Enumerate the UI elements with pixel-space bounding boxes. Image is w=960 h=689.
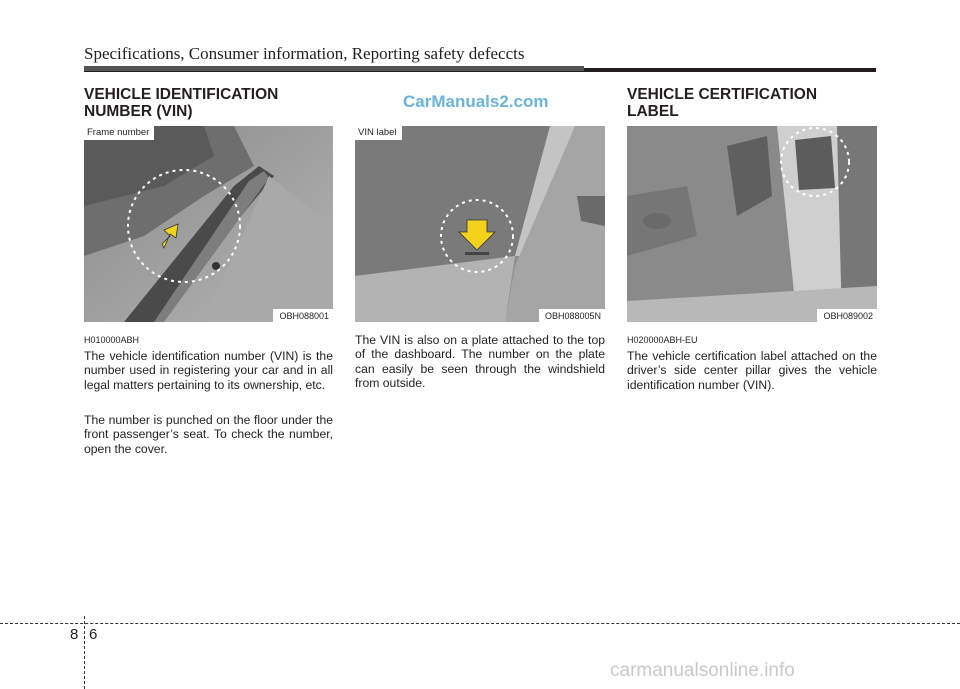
photo-certification-label xyxy=(627,126,877,322)
photo-label-frame-number: Frame number xyxy=(84,126,154,140)
section-title-vin-line1: VEHICLE IDENTIFICATION xyxy=(84,86,279,103)
page-number: 6 xyxy=(89,626,98,643)
door-pillar-illustration xyxy=(627,126,877,322)
photo-code-obh088001: OBH088001 xyxy=(273,309,333,322)
seat-floor-illustration xyxy=(84,126,333,322)
section-title-vin-line2: NUMBER (VIN) xyxy=(84,103,193,120)
ref-code-h010000abh: H010000ABH xyxy=(84,335,140,345)
ref-code-h020000abh-eu: H020000ABH-EU xyxy=(627,335,698,345)
photo-label-vin: VIN label xyxy=(355,126,402,140)
photo-vin-label xyxy=(355,126,605,322)
site-watermark[interactable]: carmanualsonline.info xyxy=(610,660,795,681)
footer-dashed-rule xyxy=(0,623,960,624)
header-rule-accent xyxy=(84,66,584,71)
photo-frame-number xyxy=(84,126,333,322)
vin-paragraph-1: The vehicle identification number (VIN) is the number used in registering your car and in all legal matters pertaining to its ownership, etc. xyxy=(84,349,333,392)
vin-paragraph-2: The number is punched on the floor under the front passenger’s seat. To check the number, open the cover. xyxy=(84,413,333,456)
photo-code-obh089002: OBH089002 xyxy=(817,309,877,322)
section-title-certification xyxy=(627,86,817,120)
windshield-illustration xyxy=(355,126,605,322)
vin-dashboard-paragraph: The VIN is also on a plate attached to the top of the dashboard. The number on the plate can easily be seen through the windshield from outside. xyxy=(355,333,605,391)
section-title-cert-line1: VEHICLE CERTIFICATION xyxy=(627,86,818,103)
section-title-cert-line2: LABEL xyxy=(627,103,679,120)
photo-code-obh088005n: OBH088005N xyxy=(539,309,605,322)
watermark-carmanuals[interactable]: CarManuals2.com xyxy=(403,92,549,111)
footer-dashed-vertical xyxy=(84,616,85,689)
cert-paragraph: The vehicle certification label attached on the driver’s side center pillar gives the vehicle identification number (VIN). xyxy=(627,349,877,392)
section-title-vin xyxy=(84,86,278,120)
page-header-title: Specifications, Consumer information, Reporting safety defeccts xyxy=(84,44,525,63)
chapter-number: 8 xyxy=(70,626,79,643)
